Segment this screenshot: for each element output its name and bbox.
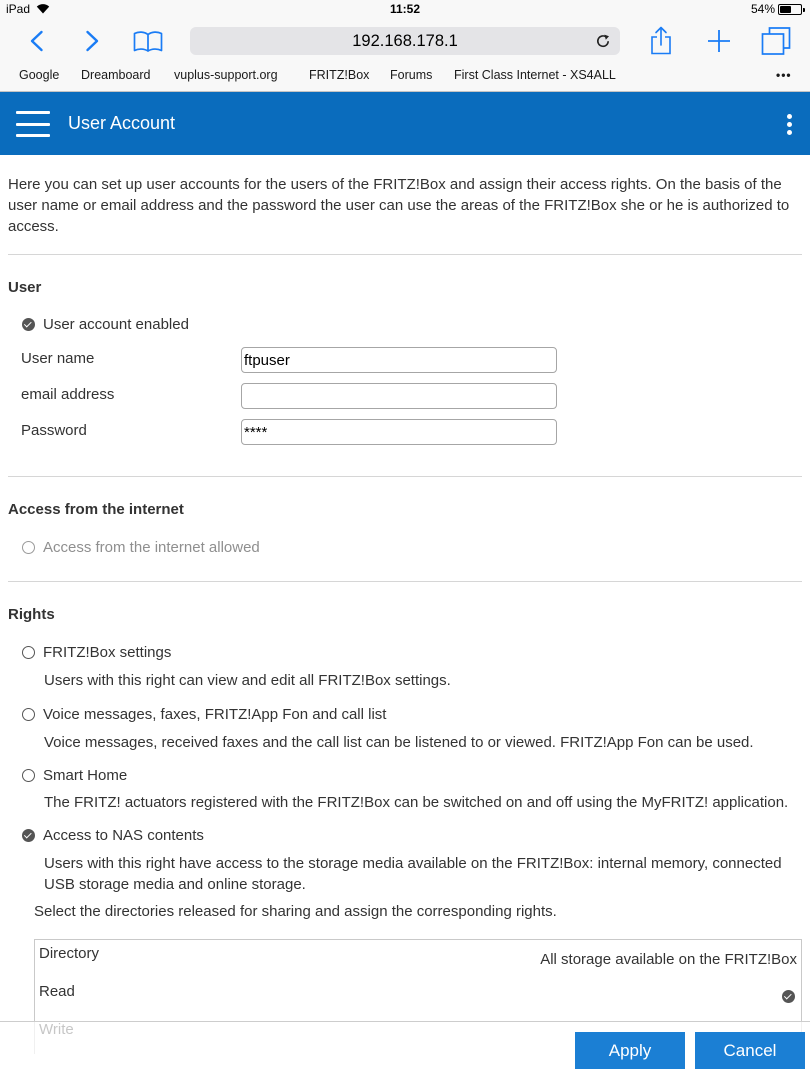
browser-toolbar	[0, 18, 810, 92]
tabs-icon[interactable]	[761, 27, 791, 55]
bookmark-fritzbox[interactable]: FRITZ!Box	[309, 68, 370, 82]
bookmarks-book-icon[interactable]	[133, 30, 163, 52]
hamburger-menu-icon[interactable]	[16, 111, 50, 137]
internet-section-heading: Access from the internet	[8, 501, 184, 518]
username-input[interactable]	[241, 347, 557, 373]
right-fritzbox-settings-description: Users with this right can view and edit all FRITZ!Box settings.	[44, 672, 451, 689]
clock: 11:52	[389, 2, 421, 16]
bookmark-xs4all[interactable]: First Class Internet - XS4ALL	[454, 68, 616, 82]
internet-access-checkbox[interactable]	[22, 541, 35, 554]
password-row	[8, 419, 802, 445]
directory-value: All storage available on the FRITZ!Box	[540, 951, 797, 968]
password-label: Password	[21, 422, 87, 439]
internet-access-section	[8, 499, 802, 558]
right-fritzbox-settings-checkbox[interactable]	[22, 646, 35, 659]
read-label: Read	[39, 983, 75, 1000]
email-row	[8, 383, 802, 409]
device-name: iPad	[6, 2, 31, 16]
right-voice-messages-label: Voice messages, faxes, FRITZ!App Fon and call list	[43, 706, 387, 723]
battery-icon	[778, 4, 802, 15]
username-row	[8, 347, 802, 373]
forward-chevron-icon[interactable]	[84, 30, 100, 52]
back-chevron-icon[interactable]	[29, 30, 45, 52]
directory-label: Directory	[39, 945, 100, 962]
internet-access-label: Access from the internet allowed	[43, 539, 260, 556]
right-voice-messages-checkbox[interactable]	[22, 708, 35, 721]
bookmark-google[interactable]: Google	[19, 68, 60, 82]
status-bar	[0, 0, 810, 18]
url-text: 192.168.178.1	[352, 32, 458, 50]
read-checkbox[interactable]	[782, 990, 795, 1003]
bookmark-forums[interactable]: Forums	[390, 68, 433, 82]
right-smart-home-label: Smart Home	[43, 767, 128, 784]
app-header	[0, 92, 810, 155]
username-label: User name	[21, 350, 95, 367]
email-input[interactable]	[241, 383, 557, 409]
right-nas-contents-checkbox[interactable]	[22, 829, 35, 842]
table-row	[35, 940, 801, 978]
more-options-icon[interactable]	[786, 114, 792, 135]
battery-percent: 54%	[750, 2, 775, 16]
reload-icon[interactable]	[596, 34, 610, 48]
divider	[8, 254, 802, 255]
new-tab-plus-icon[interactable]	[707, 29, 731, 53]
intro-text: Here you can set up user accounts for the users of the FRITZ!Box and assign their access rights. On the basis of the user name or email address and the password the user can use the areas of the FRITZ!Box she or he is authorized to access.	[8, 176, 790, 235]
user-section	[8, 277, 802, 445]
right-smart-home-description: The FRITZ! actuators registered with the FRITZ!Box can be switched on and off using the MyFRITZ! application.	[44, 794, 789, 811]
right-nas-contents-description: Users with this right have access to the storage media available on the FRITZ!Box: internal memory, connected USB storage media and online storage.	[44, 855, 782, 893]
page-content	[8, 155, 802, 1080]
page-title: User Account	[68, 113, 176, 133]
right-fritzbox-settings-option[interactable]	[22, 642, 802, 663]
action-bar	[0, 1021, 810, 1080]
apply-button[interactable]: Apply	[575, 1032, 685, 1069]
rights-section	[8, 604, 802, 1054]
right-voice-messages-description: Voice messages, received faxes and the call list can be listened to or viewed. FRITZ!App Fon can be used.	[44, 734, 754, 751]
right-fritzbox-settings-label: FRITZ!Box settings	[43, 644, 172, 661]
cancel-button[interactable]: Cancel	[695, 1032, 805, 1069]
rights-section-heading: Rights	[8, 606, 55, 623]
user-account-enabled-option[interactable]	[22, 314, 802, 335]
right-voice-messages-option[interactable]	[22, 704, 802, 725]
user-account-enabled-checkbox[interactable]	[22, 318, 35, 331]
directories-hint: Select the directories released for sharing and assign the corresponding rights.	[34, 903, 557, 920]
share-icon[interactable]	[650, 26, 672, 55]
right-nas-contents-label: Access to NAS contents	[43, 827, 204, 844]
table-row	[35, 978, 801, 1016]
password-input[interactable]	[241, 419, 557, 445]
user-section-heading: User	[8, 279, 42, 296]
right-smart-home-option[interactable]	[22, 765, 802, 786]
address-bar[interactable]	[190, 27, 620, 55]
divider	[8, 581, 802, 582]
battery-level-fill	[780, 6, 791, 13]
email-label: email address	[21, 386, 115, 403]
right-smart-home-checkbox[interactable]	[22, 769, 35, 782]
bookmarks-more-button[interactable]: •••	[776, 68, 792, 82]
divider	[8, 476, 802, 477]
internet-access-option[interactable]	[22, 537, 802, 558]
bookmark-vuplus-support[interactable]: vuplus-support.org	[174, 68, 278, 82]
user-account-enabled-label: User account enabled	[43, 316, 189, 333]
right-nas-contents-option[interactable]	[22, 825, 802, 846]
bookmark-dreamboard[interactable]: Dreamboard	[81, 68, 151, 82]
